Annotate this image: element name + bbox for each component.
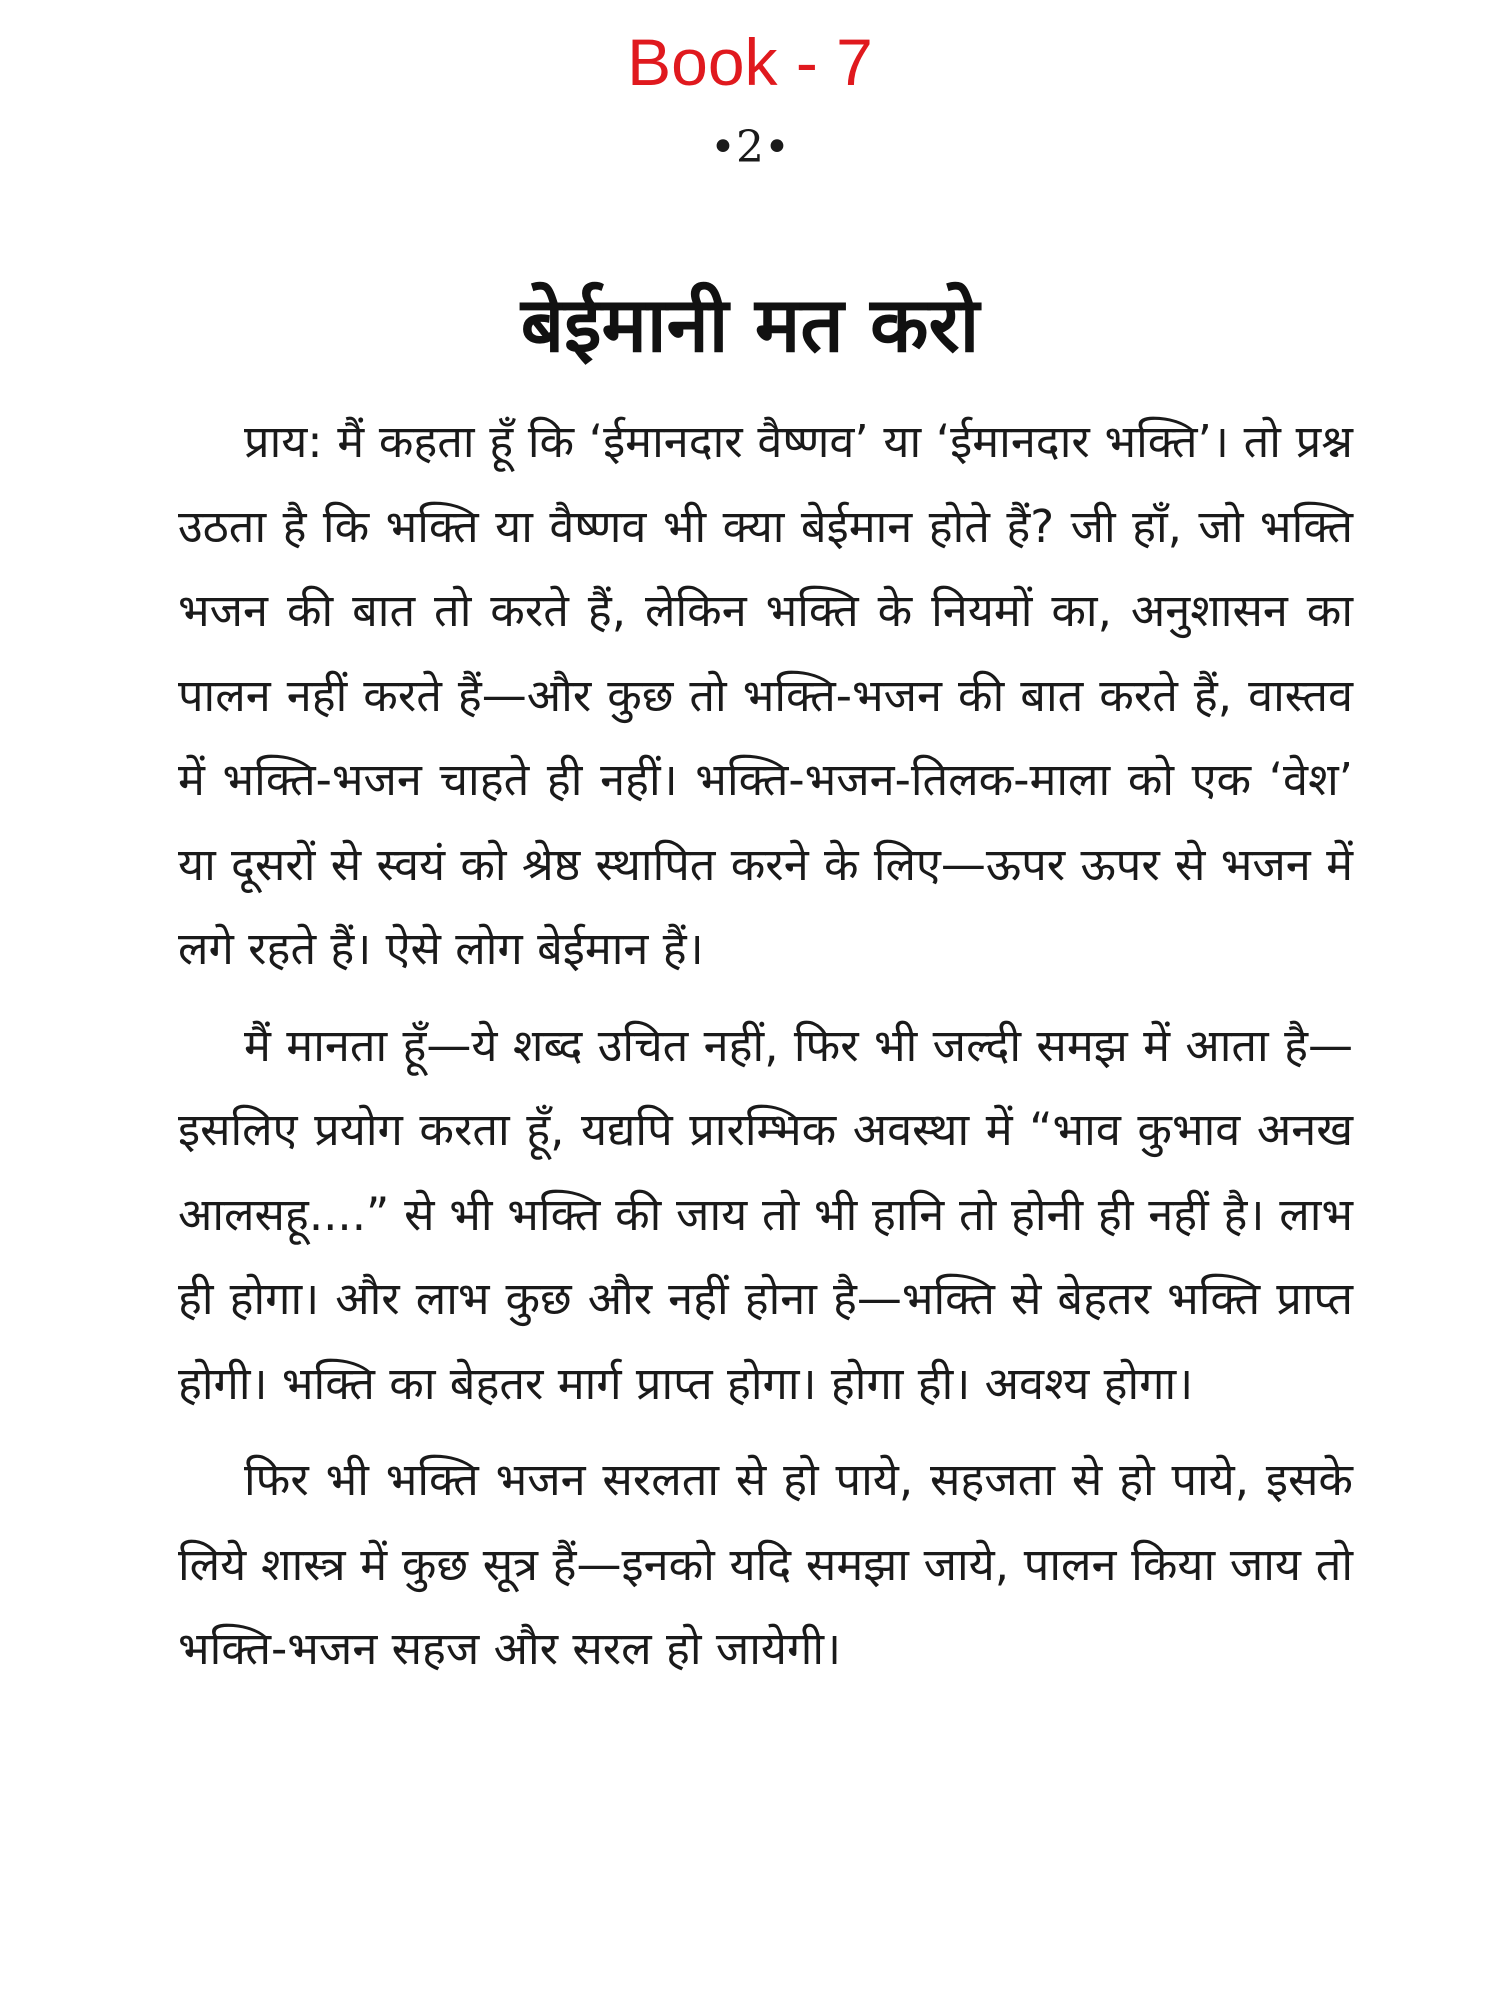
paragraph-1: प्राय: मैं कहता हूँ कि ‘ईमानदार वैष्णव’ या ‘ईमानदार भक्ति’। तो प्रश्न उठता है कि भक्ति या वैष्णव भी क्या बेईमान होते हैं? जी हाँ, जो भक्ति भजन की बात तो करते हैं, लेकिन भक्ति के नियमों का, अनुशासन का पालन नहीं करते हैं—और कुछ तो भक्ति-भजन की बात करते हैं, वास्तव में भक्ति-भजन चाहते ही नहीं। भक्ति-भजन-तिलक-माला को एक ‘वेश’ या दूसरों से स्वयं को श्रेष्ठ स्थापित करने के लिए—ऊपर ऊपर से भजन में लगे रहते हैं। ऐसे लोग बेईमान हैं। [178,415,1353,975]
page-number: •2• [710,122,790,173]
paragraph-2: मैं मानता हूँ—ये शब्द उचित नहीं, फिर भी जल्दी समझ में आता है—इसलिए प्रयोग करता हूँ, यद्यपि प्रारम्भिक अवस्था में “भाव कुभाव अनख आलसहू....” से भी भक्ति की जाय तो भी हानि तो होनी ही नहीं है। लाभ ही होगा। और लाभ कुछ और नहीं होना है—भक्ति से बेहतर भक्ति प्राप्त होगी। भक्ति का बेहतर मार्ग प्राप्त होगा। होगा ही। अवश्य होगा। [178,1018,1353,1410]
chapter-title: बेईमानी मत करो [520,280,980,369]
book-label: Book - 7 [627,25,873,99]
paragraph-3: फिर भी भक्ति भजन सरलता से हो पाये, सहजता से हो पाये, इसके लिये शास्त्र में कुछ सूत्र हैं—इनको यदि समझा जाये, पालन किया जाय तो भक्ति-भजन सहज और सरल हो जायेगी। [178,1453,1353,1675]
body-text [178,400,1353,1692]
